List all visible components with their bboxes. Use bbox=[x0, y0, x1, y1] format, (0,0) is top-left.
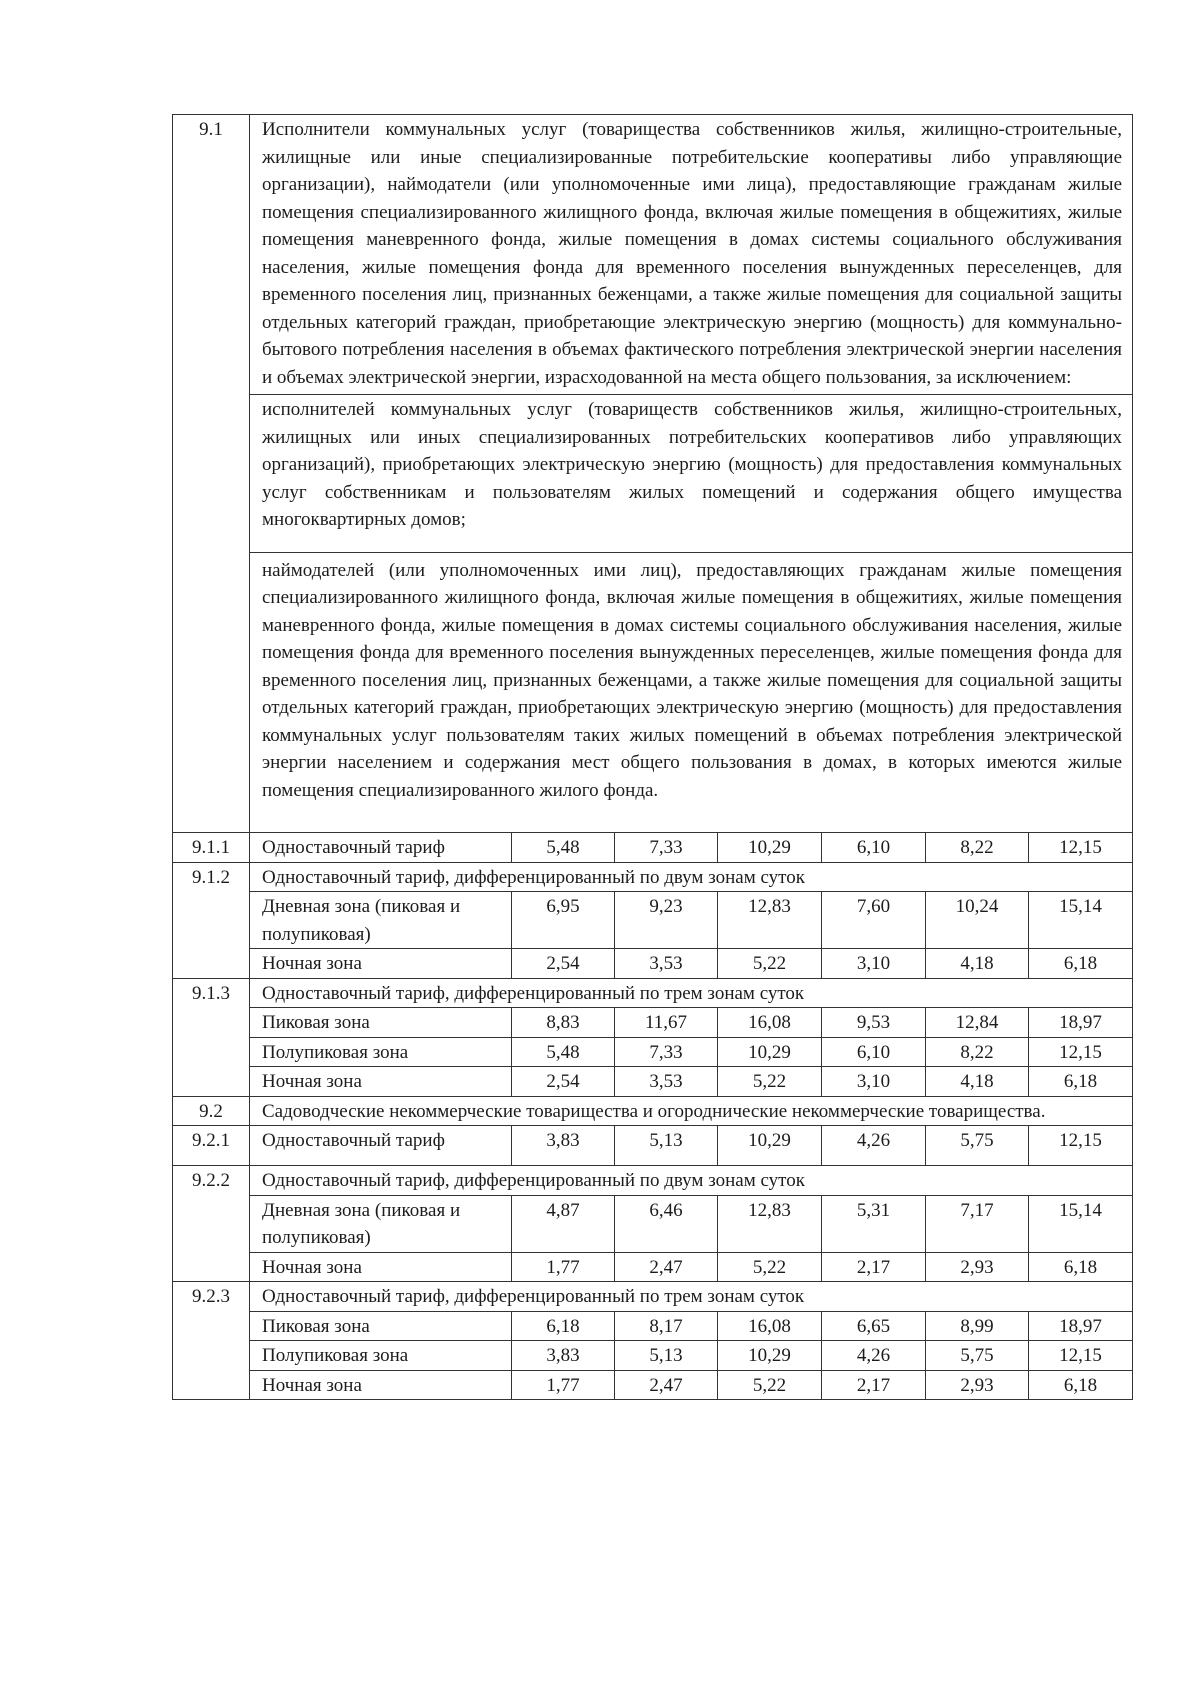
tariff-value: 18,97 bbox=[1029, 1311, 1133, 1341]
tariff-label: Ночная зона bbox=[250, 1370, 512, 1400]
tariff-label: Ночная зона bbox=[250, 1252, 512, 1282]
tariff-value: 2,17 bbox=[822, 1252, 926, 1282]
tariff-value: 15,14 bbox=[1029, 1195, 1133, 1252]
tariff-value: 6,18 bbox=[512, 1311, 615, 1341]
row-9-1-2 bbox=[173, 862, 1133, 892]
tariff-value: 7,33 bbox=[615, 1037, 718, 1067]
tariff-value: 5,22 bbox=[718, 1067, 822, 1097]
row-code: 9.1.2 bbox=[173, 862, 250, 978]
tariff-value: 6,95 bbox=[512, 892, 615, 949]
tariff-value: 7,17 bbox=[926, 1195, 1029, 1252]
row-9-2 bbox=[173, 1096, 1133, 1126]
section-header: Одноставочный тариф, дифференцированный по трем зонам суток bbox=[250, 978, 1133, 1008]
row-9-2-1 bbox=[173, 1126, 1133, 1166]
tariff-label: Одноставочный тариф bbox=[250, 1126, 512, 1166]
tariff-label: Полупиковая зона bbox=[250, 1037, 512, 1067]
tariff-value: 2,93 bbox=[926, 1252, 1029, 1282]
row-code: 9.2 bbox=[173, 1096, 250, 1126]
consumer-category-text: Садоводческие некоммерческие товарищества и огороднические некоммерческие товарищества. bbox=[250, 1096, 1133, 1126]
tariff-value: 2,54 bbox=[512, 1067, 615, 1097]
row-code: 9.2.1 bbox=[173, 1126, 250, 1166]
tariff-label: Одноставочный тариф bbox=[250, 833, 512, 863]
row-code: 9.1 bbox=[173, 115, 250, 833]
row-code: 9.1.3 bbox=[173, 978, 250, 1096]
row-9-1 bbox=[173, 115, 1133, 395]
tariff-value: 6,18 bbox=[1029, 1370, 1133, 1400]
row-9-2-2-day bbox=[173, 1195, 1133, 1252]
row-9-1-2-day bbox=[173, 892, 1133, 949]
tariff-table bbox=[172, 114, 1133, 1400]
tariff-value: 5,75 bbox=[926, 1341, 1029, 1371]
tariff-value: 5,22 bbox=[718, 1370, 822, 1400]
tariff-value: 5,48 bbox=[512, 1037, 615, 1067]
tariff-label: Дневная зона (пиковая и полупиковая) bbox=[250, 892, 512, 949]
tariff-value: 2,17 bbox=[822, 1370, 926, 1400]
tariff-value: 9,53 bbox=[822, 1008, 926, 1038]
tariff-value: 2,93 bbox=[926, 1370, 1029, 1400]
row-9-1-3-semi bbox=[173, 1037, 1133, 1067]
tariff-value: 4,26 bbox=[822, 1341, 926, 1371]
tariff-value: 16,08 bbox=[718, 1008, 822, 1038]
tariff-value: 6,10 bbox=[822, 833, 926, 863]
tariff-value: 1,77 bbox=[512, 1252, 615, 1282]
tariff-value: 3,53 bbox=[615, 949, 718, 979]
tariff-value: 10,29 bbox=[718, 1126, 822, 1166]
row-9-2-2-night bbox=[173, 1252, 1133, 1282]
tariff-label: Дневная зона (пиковая и полупиковая) bbox=[250, 1195, 512, 1252]
row-9-1-exception-2 bbox=[173, 552, 1133, 833]
tariff-value: 12,15 bbox=[1029, 1341, 1133, 1371]
row-9-1-1 bbox=[173, 833, 1133, 863]
tariff-value: 6,18 bbox=[1029, 949, 1133, 979]
tariff-value: 6,65 bbox=[822, 1311, 926, 1341]
tariff-value: 12,15 bbox=[1029, 1126, 1133, 1166]
row-9-1-3-peak bbox=[173, 1008, 1133, 1038]
tariff-label: Ночная зона bbox=[250, 1067, 512, 1097]
row-9-2-3 bbox=[173, 1282, 1133, 1312]
tariff-value: 5,13 bbox=[615, 1126, 718, 1166]
tariff-value: 12,15 bbox=[1029, 833, 1133, 863]
tariff-value: 8,17 bbox=[615, 1311, 718, 1341]
tariff-label: Полупиковая зона bbox=[250, 1341, 512, 1371]
tariff-value: 12,83 bbox=[718, 892, 822, 949]
tariff-value: 6,18 bbox=[1029, 1067, 1133, 1097]
tariff-value: 12,83 bbox=[718, 1195, 822, 1252]
tariff-label: Пиковая зона bbox=[250, 1311, 512, 1341]
tariff-value: 5,48 bbox=[512, 833, 615, 863]
section-header: Одноставочный тариф, дифференцированный по трем зонам суток bbox=[250, 1282, 1133, 1312]
tariff-value: 12,15 bbox=[1029, 1037, 1133, 1067]
tariff-value: 3,10 bbox=[822, 949, 926, 979]
tariff-value: 2,47 bbox=[615, 1370, 718, 1400]
tariff-value: 3,53 bbox=[615, 1067, 718, 1097]
exception-text: наймодателей (или уполномоченных ими лиц), предоставляющих гражданам жилые помещения специализированного жилищного фонда, включая жилые помещения в общежитиях, жилые помещения маневренного фонда, жилые помещения в домах системы социального обслуживания населения, жилые помещения фонда для временного поселения вынужденных переселенцев, жилые помещения фонда для временного поселения лиц, признанных беженцами, а также жилые помещения для социальной защиты отдельных категорий граждан, приобретающих электрическую энергию (мощность) для предоставления коммунальных услуг пользователям таких жилых помещений в объемах потребления электрической энергии населением и содержания мест общего пользования в домах, в которых имеются жилые помещения специализированного жилого фонда. bbox=[250, 552, 1133, 833]
tariff-value: 12,84 bbox=[926, 1008, 1029, 1038]
tariff-value: 4,18 bbox=[926, 949, 1029, 979]
tariff-value: 15,14 bbox=[1029, 892, 1133, 949]
tariff-value: 8,22 bbox=[926, 833, 1029, 863]
tariff-value: 4,18 bbox=[926, 1067, 1029, 1097]
row-code: 9.2.2 bbox=[173, 1166, 250, 1282]
row-code: 9.1.1 bbox=[173, 833, 250, 863]
row-9-2-2 bbox=[173, 1166, 1133, 1196]
tariff-value: 2,54 bbox=[512, 949, 615, 979]
tariff-label: Пиковая зона bbox=[250, 1008, 512, 1038]
tariff-label: Ночная зона bbox=[250, 949, 512, 979]
tariff-value: 8,99 bbox=[926, 1311, 1029, 1341]
row-9-2-3-semi bbox=[173, 1341, 1133, 1371]
row-code: 9.2.3 bbox=[173, 1282, 250, 1400]
tariff-value: 7,33 bbox=[615, 833, 718, 863]
tariff-value: 18,97 bbox=[1029, 1008, 1133, 1038]
tariff-value: 3,83 bbox=[512, 1126, 615, 1166]
row-9-1-2-night bbox=[173, 949, 1133, 979]
tariff-value: 1,77 bbox=[512, 1370, 615, 1400]
tariff-value: 5,22 bbox=[718, 949, 822, 979]
consumer-category-text: Исполнители коммунальных услуг (товарищества собственников жилья, жилищно-строительные, жилищные или иные специализированные потребительские кооперативы либо управляющие организации), наймодатели (или уполномоченные ими лица), предоставляющие гражданам жилые помещения специализированного жилищного фонда, включая жилые помещения в общежитиях, жилые помещения маневренного фонда, жилые помещения в домах системы социального обслуживания населения, жилые помещения фонда для временного поселения вынужденных переселенцев, для временного поселения лиц, признанных беженцами, а также жилые помещения для социальной защиты отдельных категорий граждан, приобретающие электрическую энергию (мощность) для коммунально-бытового потребления населения в объемах фактического потребления электрической энергии населения и объемах электрической энергии, израсходованной на места общего пользования, за исключением: bbox=[250, 115, 1133, 395]
tariff-value: 10,29 bbox=[718, 833, 822, 863]
tariff-value: 16,08 bbox=[718, 1311, 822, 1341]
row-9-1-3-night bbox=[173, 1067, 1133, 1097]
tariff-value: 6,10 bbox=[822, 1037, 926, 1067]
row-9-2-3-night bbox=[173, 1370, 1133, 1400]
tariff-value: 10,29 bbox=[718, 1341, 822, 1371]
tariff-value: 5,22 bbox=[718, 1252, 822, 1282]
tariff-value: 7,60 bbox=[822, 892, 926, 949]
tariff-value: 8,22 bbox=[926, 1037, 1029, 1067]
tariff-value: 3,83 bbox=[512, 1341, 615, 1371]
row-9-1-3 bbox=[173, 978, 1133, 1008]
tariff-value: 5,13 bbox=[615, 1341, 718, 1371]
tariff-value: 11,67 bbox=[615, 1008, 718, 1038]
tariff-value: 3,10 bbox=[822, 1067, 926, 1097]
tariff-value: 9,23 bbox=[615, 892, 718, 949]
tariff-value: 10,29 bbox=[718, 1037, 822, 1067]
tariff-value: 4,26 bbox=[822, 1126, 926, 1166]
exception-text: исполнителей коммунальных услуг (товариществ собственников жилья, жилищно-строительных, жилищных или иных специализированных потребительских кооперативов либо управляющих организаций), приобретающих электрическую энергию (мощность) для предоставления коммунальных услуг собственникам и пользователям жилых помещений и содержания общего имущества многоквартирных домов; bbox=[250, 395, 1133, 553]
tariff-value: 6,46 bbox=[615, 1195, 718, 1252]
tariff-value: 6,18 bbox=[1029, 1252, 1133, 1282]
row-9-2-3-peak bbox=[173, 1311, 1133, 1341]
section-header: Одноставочный тариф, дифференцированный по двум зонам суток bbox=[250, 862, 1133, 892]
tariff-value: 4,87 bbox=[512, 1195, 615, 1252]
section-header: Одноставочный тариф, дифференцированный по двум зонам суток bbox=[250, 1166, 1133, 1196]
tariff-value: 8,83 bbox=[512, 1008, 615, 1038]
tariff-value: 5,31 bbox=[822, 1195, 926, 1252]
row-9-1-exception-1 bbox=[173, 395, 1133, 553]
tariff-value: 2,47 bbox=[615, 1252, 718, 1282]
tariff-value: 10,24 bbox=[926, 892, 1029, 949]
tariff-value: 5,75 bbox=[926, 1126, 1029, 1166]
